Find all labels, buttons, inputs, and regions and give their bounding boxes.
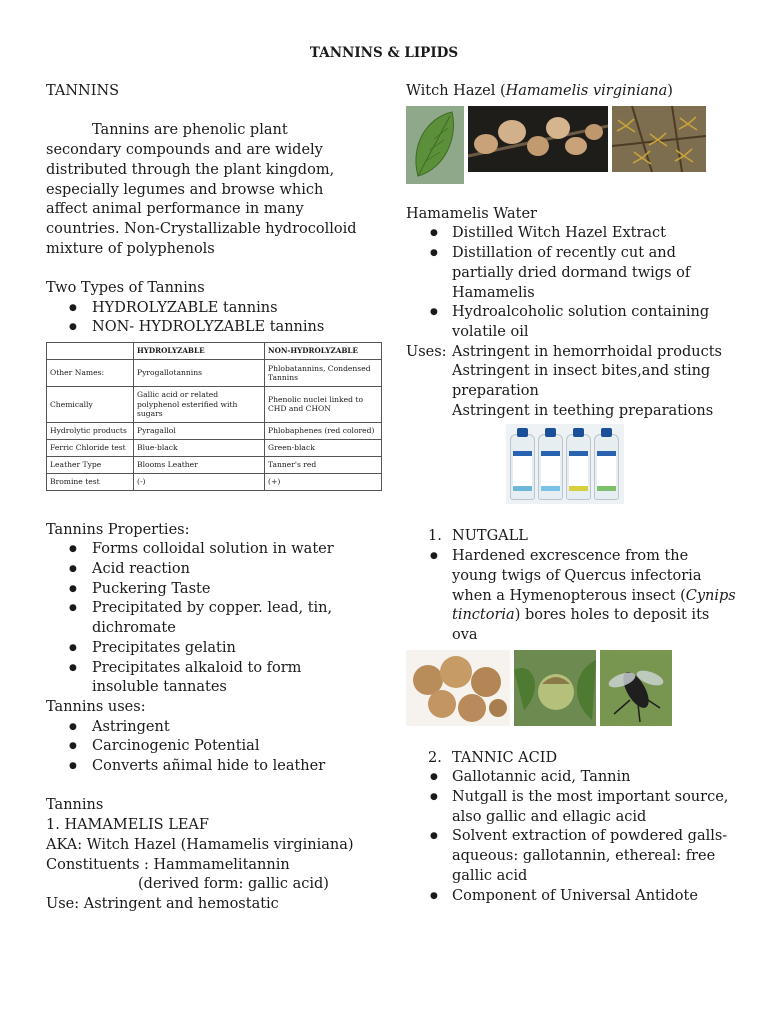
- list-item: ● Puckering Taste: [46, 580, 366, 600]
- use-line: Astringent in teething preparations: [452, 402, 714, 419]
- properties-list: [46, 540, 366, 698]
- item-text: Hardened excrescence from the young twigs of Quercus infectoria when a Hymenopterous insect (: [452, 548, 702, 604]
- table-cell: Phlobatannins, Condensed Tannins: [265, 360, 382, 387]
- latin-name: Cynips tinctoria: [452, 587, 736, 624]
- tannins-heading: TANNINS: [46, 83, 120, 99]
- nutgall-photos: [406, 650, 736, 726]
- witch-hazel-photos: [406, 106, 736, 184]
- nutgall-list: [406, 547, 736, 646]
- nutgalls-image: [406, 650, 510, 726]
- right-column: [406, 82, 736, 906]
- list-item: ● Component of Universal Antidote: [406, 887, 736, 907]
- uses-heading: Tannins uses:: [46, 698, 146, 715]
- list-item: ● NON- HYDROLYZABLE tannins: [46, 318, 366, 338]
- uses-lines: [452, 343, 736, 422]
- witch-hazel-heading: [406, 82, 736, 102]
- uses-label: Uses:: [406, 343, 447, 360]
- list-item: ● Acid reaction: [46, 560, 366, 580]
- tannic-acid-heading: [406, 749, 736, 769]
- witch-hazel-bottles-image: [406, 424, 736, 504]
- table-cell: (+): [265, 473, 382, 490]
- list-item: ● Converts añimal hide to leather: [46, 757, 366, 777]
- uses-block: [406, 343, 736, 422]
- uses-list: [46, 718, 366, 777]
- table-cell: Hydrolytic products: [47, 422, 134, 439]
- list-item: ● Astringent: [46, 718, 366, 738]
- list-item: ● Forms colloidal solution in water: [46, 540, 366, 560]
- table-cell: Pyragallol: [134, 422, 265, 439]
- table-cell: Gallic acid or related polyphenol esterified with sugars: [134, 387, 265, 423]
- types-heading: Two Types of Tannins: [46, 280, 205, 296]
- hamamelis-water-heading: Hamamelis Water: [406, 205, 537, 222]
- witch-hazel-capsules-image: [468, 106, 608, 172]
- table-header-row: [47, 343, 382, 360]
- list-item: ● Hydroalcoholic solution containing volatile oil: [406, 303, 736, 342]
- hamamelis-water-list: [406, 224, 736, 342]
- table-row: [47, 360, 382, 387]
- table-cell: Phenolic nuclei linked to CHD and CHON: [265, 387, 382, 423]
- list-item: ● Nutgall is the most important source, also gallic and ellagic acid: [406, 788, 736, 827]
- table-cell: Pyrogallotannins: [134, 360, 265, 387]
- page-title: TANNINS & LIPIDS: [309, 45, 459, 61]
- table-cell: Blue-black: [134, 439, 265, 456]
- heading-text: ): [667, 83, 673, 99]
- list-item: ● Distillation of recently cut and partially dried dormand twigs of Hamamelis: [406, 244, 736, 303]
- list-item: [406, 547, 736, 646]
- table-cell: Ferric Chloride test: [47, 439, 134, 456]
- hamamelis-heading: 1. HAMAMELIS LEAF: [46, 817, 209, 834]
- types-list: [46, 299, 366, 338]
- table-row: [47, 456, 382, 473]
- heading-text: NUTGALL: [452, 528, 528, 545]
- heading-text: TANNIC ACID: [452, 749, 558, 766]
- tannin-comparison-table: [46, 342, 382, 491]
- nutgall-heading: [406, 527, 736, 547]
- table-row: [47, 473, 382, 490]
- table-cell: Tanner's red: [265, 456, 382, 473]
- left-column: [46, 82, 375, 915]
- gall-wasp-image: [600, 650, 672, 726]
- table-header: HYDROLYZABLE: [134, 343, 265, 360]
- table-cell: Green-black: [265, 439, 382, 456]
- heading-text: Witch Hazel (: [406, 83, 506, 99]
- witch-hazel-leaf-image: [406, 106, 464, 184]
- list-number: 2.: [428, 749, 442, 766]
- list-item: ● Gallotannic acid, Tannin: [406, 768, 736, 788]
- list-item: ● Precipitates alkaloid to form insoluble tannates: [46, 659, 366, 698]
- use-line: Astringent in insect bites,and sting preparation: [452, 363, 711, 400]
- list-item: ● Solvent extraction of powdered galls- aqueous: gallotannin, ethereal: free gallic acid: [406, 827, 736, 886]
- list-number: 1.: [428, 528, 442, 545]
- table-row: [47, 422, 382, 439]
- item-text: ) bores holes to deposit its ova: [452, 607, 710, 643]
- tannins-intro: Tannins are phenolic plant secondary compounds and are widely distributed through the plant kingdom, especially legumes and browse which affect animal performance in many countries. Non-Crystallizable hydrocolloid mixture of polyphenols: [46, 122, 357, 257]
- list-item: ● Precipitates gelatin: [46, 639, 366, 659]
- list-item: ● Precipitated by copper. lead, tin, dichromate: [46, 599, 366, 638]
- table-cell: Bromine test: [47, 473, 134, 490]
- latin-name: Hamamelis virginiana: [505, 83, 668, 99]
- tannic-acid-list: [406, 768, 736, 906]
- oak-galls-image: [514, 650, 596, 726]
- aka-line: AKA: Witch Hazel (Hamamelis virginiana): [46, 836, 354, 853]
- table-cell: Other Names:: [47, 360, 134, 387]
- tannins-label: Tannins: [46, 797, 104, 814]
- table-cell: Chemically: [47, 387, 134, 423]
- list-item: ● HYDROLYZABLE tannins: [46, 299, 366, 319]
- table-cell: Blooms Leather: [134, 456, 265, 473]
- use-line: Use: Astringent and hemostatic: [46, 895, 279, 912]
- use-line: Astringent in hemorrhoidal products: [452, 343, 722, 360]
- properties-heading: Tannins Properties:: [46, 521, 190, 538]
- constituents-line: Constituents : Hammamelitannin: [46, 856, 290, 873]
- table-cell: Phlobaphenes (red colored): [265, 422, 382, 439]
- derived-line: (derived form: gallic acid): [138, 876, 329, 893]
- table-header: [47, 343, 134, 360]
- list-item: ● Carcinogenic Potential: [46, 737, 366, 757]
- table-row: [47, 387, 382, 423]
- witch-hazel-flowers-image: [612, 106, 706, 172]
- list-item: ● Distilled Witch Hazel Extract: [406, 224, 736, 244]
- table-header: NON-HYDROLYZABLE: [265, 343, 382, 360]
- table-row: [47, 439, 382, 456]
- table-cell: Leather Type: [47, 456, 134, 473]
- table-cell: (-): [134, 473, 265, 490]
